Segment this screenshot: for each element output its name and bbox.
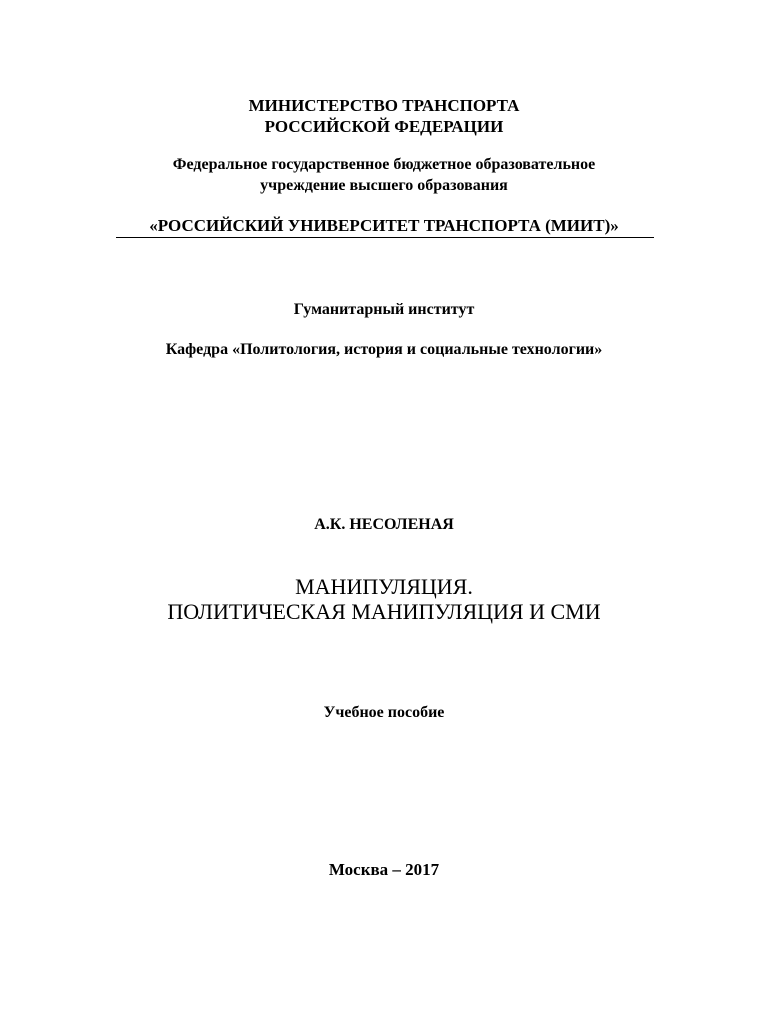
- ministry-line-1: МИНИСТЕРСТВО ТРАНСПОРТА: [248, 96, 520, 115]
- ministry-line-2: РОССИЙСКОЙ ФЕДЕРАЦИИ: [264, 117, 504, 136]
- document-type: Учебное пособие: [323, 704, 445, 721]
- book-title-line-1: МАНИПУЛЯЦИЯ.: [295, 574, 473, 599]
- department-name: Кафедра «Политология, история и социальные технологии»: [165, 341, 603, 358]
- institute-name: Гуманитарный институт: [293, 301, 475, 318]
- city-year: Москва – 2017: [328, 860, 440, 879]
- book-title-line-2: ПОЛИТИЧЕСКАЯ МАНИПУЛЯЦИЯ И СМИ: [167, 599, 601, 624]
- author-name: А.К. НЕСОЛЕНАЯ: [314, 516, 454, 533]
- institution-line-2: учреждение высшего образования: [260, 177, 508, 194]
- university-name: «РОССИЙСКИЙ УНИВЕРСИТЕТ ТРАНСПОРТА (МИИТ)»: [149, 216, 619, 235]
- institution-line-1: Федеральное государственное бюджетное образовательное: [172, 156, 596, 173]
- header-divider: [116, 237, 654, 238]
